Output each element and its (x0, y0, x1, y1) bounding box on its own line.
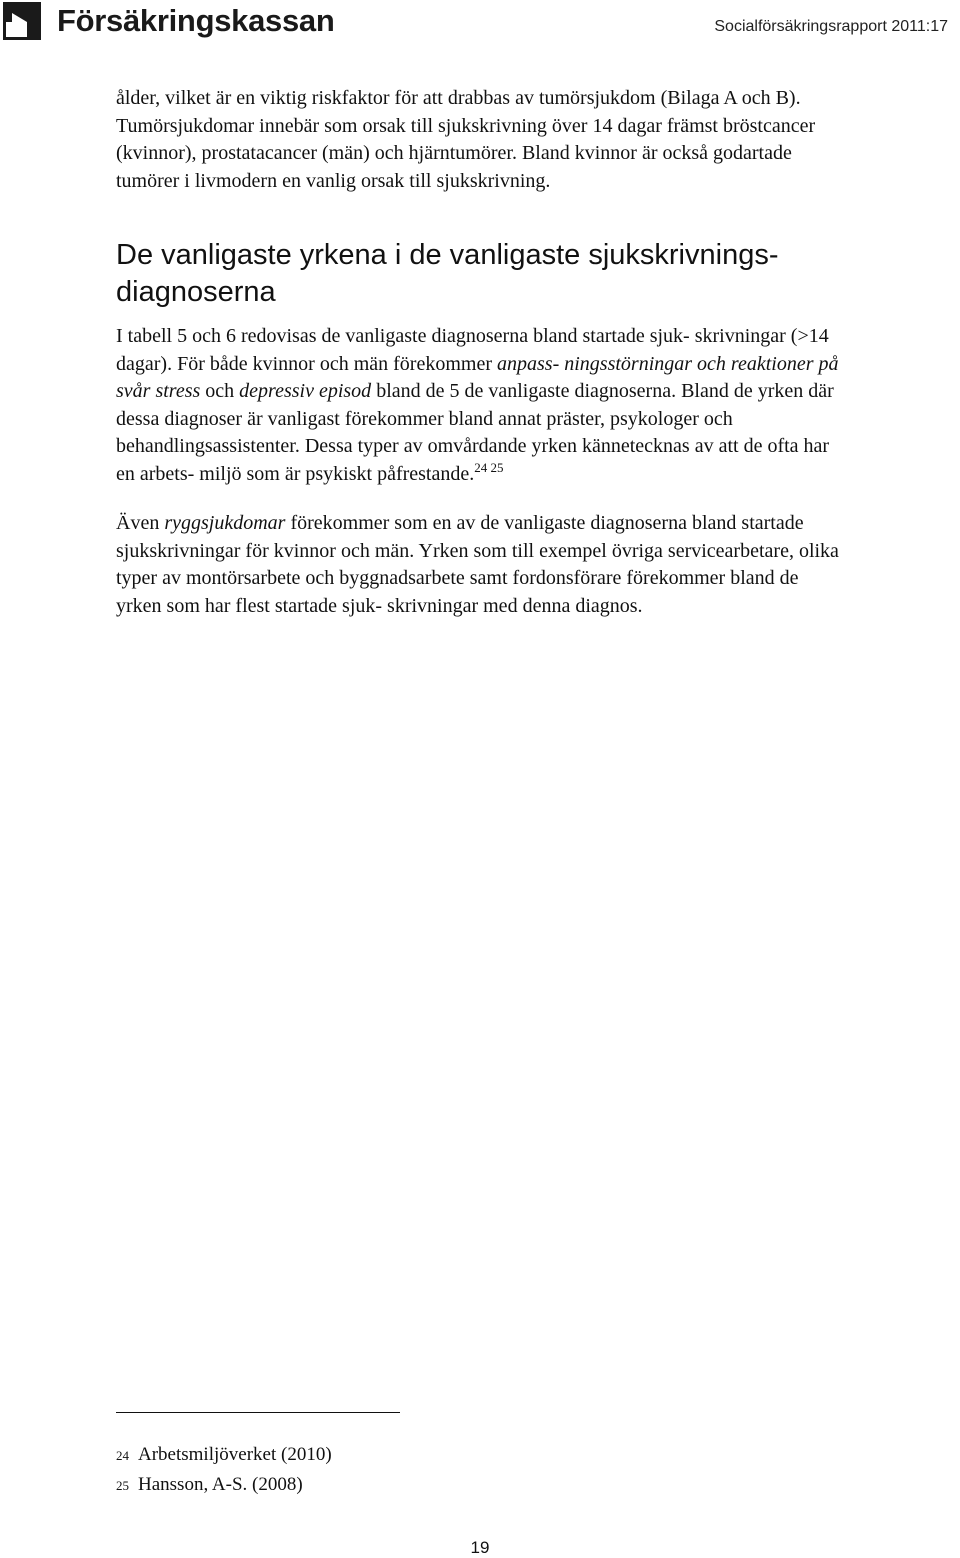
document-body (116, 85, 846, 620)
footnote-refs: 24 25 (474, 459, 504, 475)
report-id: Socialförsäkringsrapport 2011:17 (714, 18, 948, 35)
section-heading (116, 237, 846, 311)
footnote-text: Hansson, A-S. (2008) (138, 1474, 303, 1495)
footnote-text: Arbetsmiljöverket (2010) (138, 1444, 332, 1465)
logo-text: Försäkringskassan (57, 3, 335, 38)
footnote-item (116, 1470, 332, 1500)
footnote-number: 24 (116, 1448, 129, 1463)
section-heading-line2: diagnoserna (116, 276, 276, 308)
diagnosis-depression: depressiv episod (239, 380, 372, 402)
footnotes (116, 1440, 332, 1500)
section-heading-line1: De vanligaste yrkena i de vanligaste sjukskrivnings- (116, 239, 779, 271)
diagnosis-back: ryggsjukdomar (164, 512, 286, 534)
footnote-divider (116, 1412, 400, 1413)
page-header (0, 0, 960, 50)
diagnosis-adjustment: anpass- ningsstörningar och reaktioner på svår stress (116, 352, 839, 402)
forsakringskassan-logo-icon (3, 2, 41, 40)
footnote-item (116, 1440, 332, 1470)
logo (3, 2, 335, 40)
paragraph-back-diseases: Även ryggsjukdomar förekommer som en av de vanligaste diagnoserna bland startade sjukskrivningar för kvinnor och män. Yrken som till exempel övriga servicearbetare, olika typer av montörsarbete och byggnadsarbete samt fordonsförare förekommer bland de yrken som har flest startade sjuk- skrivningar med denna diagnos. (116, 512, 839, 617)
footnote-number: 25 (116, 1478, 129, 1493)
paragraph-intro: ålder, vilket är en viktig riskfaktor för att drabbas av tumörsjukdom (Bilaga A och B). Tumörsjukdomar innebär som orsak till sjukskrivning över 14 dagar främst bröstcancer (kvinnor), prostatacancer (män) och hjärntumörer. Bland kvinnor är också godartade tumörer i livmodern en vanlig orsak till sjukskrivning. (116, 87, 816, 192)
page-number: 19 (470, 1538, 490, 1557)
paragraph-occupations: I tabell 5 och 6 redovisas de vanligaste diagnoserna bland startade sjuk- skrivningar (>14 dagar). För både kvinnor och män förekommer anpass- ningsstörningar och reaktioner på svår stress och depressiv episod bland de 5 de vanligaste diagnoserna. Bland de yrken där dessa diagnoser är vanligast förekommer bland annat präster, psykologer och behandlingsassistenter. Dessa typer av omvårdande yrken kännetecknas av att de ofta har en arbets- miljö som är psykiskt påfrestande.$^{24 25}$ (116, 325, 839, 485)
